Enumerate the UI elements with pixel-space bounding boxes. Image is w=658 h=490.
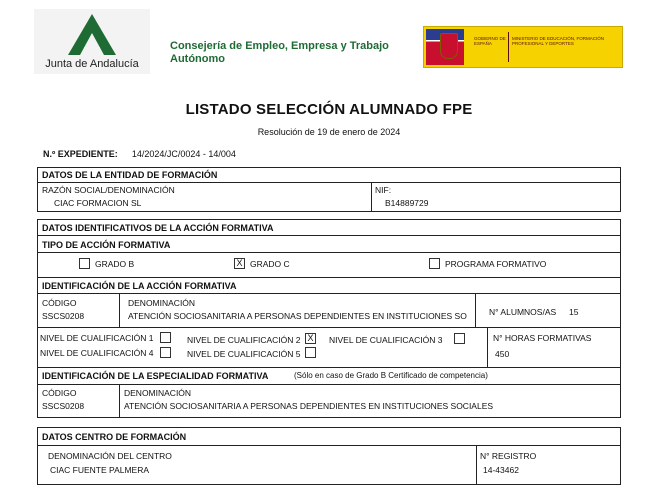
- junta-emblem-icon: [34, 9, 150, 59]
- programa-formativo-label: PROGRAMA FORMATIVO: [445, 259, 547, 269]
- divider: [119, 293, 120, 327]
- resolucion-date: Resolución de 19 de enero de 2024: [257, 127, 401, 137]
- identificacion-accion-header: IDENTIFICACIÓN DE LA ACCIÓN FORMATIVA: [42, 281, 237, 291]
- document-title: LISTADO SELECCIÓN ALUMNADO FPE: [185, 101, 473, 118]
- nivel-1-checkbox[interactable]: [160, 332, 171, 343]
- divider: [38, 277, 620, 278]
- nif-value: B14889729: [385, 198, 429, 208]
- divider: [475, 293, 476, 327]
- centro-denominacion-value: CIAC FUENTE PALMERA: [50, 465, 150, 475]
- divider: [38, 252, 620, 253]
- nivel-3-checkbox[interactable]: [454, 333, 465, 344]
- accion-section: [37, 219, 621, 418]
- especialidad-denominacion-value: ATENCIÓN SOCIOSANITARIA A PERSONAS DEPENDIENTES EN INSTITUCIONES SOCIALES: [124, 401, 494, 411]
- divider: [38, 182, 620, 183]
- nivel-5-checkbox[interactable]: [305, 347, 316, 358]
- junta-logo-name: Junta de Andalucía: [45, 58, 139, 70]
- divider: [38, 327, 620, 328]
- tipo-accion-header: TIPO DE ACCIÓN FORMATIVA: [42, 240, 171, 250]
- nivel-2-checkbox[interactable]: X: [305, 333, 316, 344]
- centro-section: [37, 427, 621, 485]
- divider: [38, 384, 620, 385]
- razon-social-value: CIAC FORMACION SL: [54, 198, 142, 208]
- centro-header: DATOS CENTRO DE FORMACIÓN: [42, 432, 187, 442]
- razon-social-label: RAZÓN SOCIAL/DENOMINACIÓN: [42, 185, 175, 195]
- junta-de-andalucia-logo: [34, 9, 150, 74]
- consejeria-name: Consejería de Empleo, Empresa y Trabajo Autónomo: [170, 40, 389, 65]
- nivel-3-label: NIVEL DE CUALIFICACIÓN 3: [329, 335, 443, 345]
- grado-b-label: GRADO B: [95, 259, 135, 269]
- nivel-1-label: NIVEL DE CUALIFICACIÓN 1: [40, 333, 154, 343]
- registro-label: N° REGISTRO: [480, 451, 537, 461]
- alumnos-value: 15: [569, 307, 579, 317]
- nivel-5-label: NIVEL DE CUALIFICACIÓN 5: [187, 349, 301, 359]
- expediente-value: 14/2024/JC/0024 - 14/004: [131, 149, 236, 159]
- nivel-2-label: NIVEL DE CUALIFICACIÓN 2: [187, 335, 301, 345]
- divider: [487, 327, 488, 367]
- denominacion-label: DENOMINACIÓN: [128, 298, 196, 308]
- divider: [38, 235, 620, 236]
- ministerio-text: MINISTERIO DE EDUCACIÓN, FORMACIÓN PROFESIONAL Y DEPORTES: [512, 36, 605, 46]
- especialidad-codigo-value: SSCS0208: [42, 401, 85, 411]
- nivel-4-label: NIVEL DE CUALIFICACIÓN 4: [40, 348, 154, 358]
- grado-c-checkbox[interactable]: X: [234, 258, 245, 269]
- codigo-label: CÓDIGO: [42, 298, 77, 308]
- divider: [38, 293, 620, 294]
- grado-b-checkbox[interactable]: [79, 258, 90, 269]
- gobierno-text: GOBIERNO DE ESPAÑA: [474, 36, 506, 46]
- alumnos-label: N° ALUMNOS/AS: [489, 307, 557, 317]
- expediente-label: N.º EXPEDIENTE:: [43, 149, 118, 159]
- entidad-header: DATOS DE LA ENTIDAD DE FORMACIÓN: [42, 170, 218, 180]
- codigo-value: SSCS0208: [42, 311, 85, 321]
- banner-divider: [508, 32, 509, 62]
- registro-value: 14-43462: [483, 465, 519, 475]
- divider: [38, 367, 620, 368]
- accion-header: DATOS IDENTIFICATIVOS DE LA ACCIÓN FORMATIVA: [42, 223, 274, 233]
- entidad-section: [37, 167, 621, 212]
- centro-denominacion-label: DENOMINACIÓN DEL CENTRO: [48, 451, 172, 461]
- gobierno-espana-banner: [423, 26, 623, 68]
- programa-formativo-checkbox[interactable]: [429, 258, 440, 269]
- nif-label: NIF:: [375, 185, 392, 195]
- divider: [476, 445, 477, 484]
- especialidad-header: IDENTIFICACIÓN DE LA ESPECIALIDAD FORMATIVA: [42, 371, 269, 381]
- divider: [38, 445, 620, 446]
- grado-c-label: GRADO C: [250, 259, 290, 269]
- nivel-4-checkbox[interactable]: [160, 347, 171, 358]
- especialidad-denominacion-label: DENOMINACIÓN: [124, 388, 192, 398]
- horas-value: 450: [495, 349, 510, 359]
- spain-coat-of-arms-icon: [440, 33, 458, 59]
- horas-label: N° HORAS FORMATIVAS: [493, 333, 592, 343]
- divider: [371, 182, 372, 211]
- especialidad-codigo-label: CÓDIGO: [42, 388, 77, 398]
- divider: [119, 384, 120, 417]
- denominacion-value: ATENCIÓN SOCIOSANITARIA A PERSONAS DEPENDIENTES EN INSTITUCIONES SO: [128, 311, 467, 321]
- expediente: [43, 149, 236, 159]
- especialidad-note: (Sólo en caso de Grado B Certificado de competencia): [294, 371, 488, 380]
